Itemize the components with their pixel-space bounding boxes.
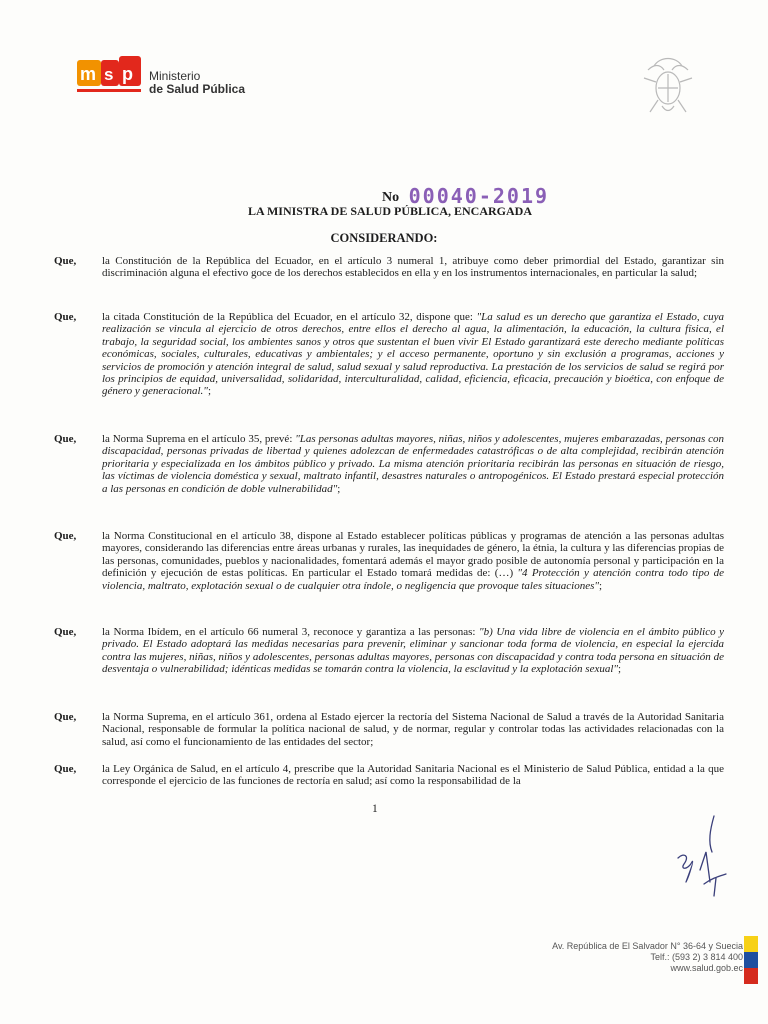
footer-address: Av. República de El Salvador N° 36-64 y Suecia: [552, 941, 743, 951]
footer-phone: Telf.: (593 2) 3 814 400: [650, 952, 743, 962]
paragraph-end: ;: [207, 385, 211, 398]
document-number: [382, 182, 549, 206]
que-label: Que,: [54, 311, 77, 323]
paragraph-end: ;: [618, 663, 622, 676]
considerando-paragraph: [54, 530, 724, 592]
ecuador-flag-stripe: [744, 936, 758, 984]
svg-text:m: m: [80, 64, 97, 84]
paragraph-text: [102, 626, 724, 676]
signature-initials-icon: [664, 812, 734, 902]
logo-line-2: de Salud Pública: [149, 82, 246, 96]
logo-line-1: Ministerio: [149, 69, 201, 83]
paragraph-quote: "Las personas adultas mayores, niñas, niños y adolescentes, mujeres embarazadas, personas con discapacidad, personas privadas de libertad y quienes adolezcan de enfermedades catastróficas o de alta complejidad, recibirán atención prioritaria y especializada en los ámbitos público y privado. La misma atención prioritaria recibirán las personas en situación de riesgo, las víctimas de violencia doméstica y sexual, maltrato infantil, desastres naturales o antropogénicos. El Estado prestará especial protección a las personas en condición de doble vulnerabilidad": [102, 433, 724, 495]
considerando-paragraph: [54, 626, 724, 676]
page-number: 1: [372, 803, 378, 815]
paragraph-plain: la citada Constitución de la República del Ecuador, en el artículo 32, dispone que:: [102, 311, 477, 323]
msp-logo-icon: [77, 56, 143, 96]
paragraph-quote: "La salud es un derecho que garantiza el Estado, cuya realización se vincula al ejercicio de otros derechos, entre ellos el derecho al agua, la alimentación, la educación, la cultura física, el trabajo, la seguridad social, los ambientes sanos y otros que sustentan el buen vivir El Estado garantizará este derecho mediante políticas económicas, sociales, culturales, educativas y ambientales; y el acceso permanente, oportuno y sin exclusión a programas, acciones y servicios de promoción y atención integral de salud, salud sexual y salud reproductiva. La prestación de los servicios de salud se regirá por los principios de equidad, universalidad, solidaridad, interculturalidad, calidad, eficiencia, eficacia, precaución y bioética, con enfoque de género y generacional.": [102, 311, 724, 398]
paragraph-plain: la Ley Orgánica de Salud, en el artículo 4, prescribe que la Autoridad Sanitaria Nacional es el Ministerio de Salud Pública, entidad a la que corresponde el ejercicio de las funciones de rectoría en salud; así como la responsabilidad de la: [102, 763, 724, 788]
paragraph-text: [102, 763, 724, 788]
considerando-paragraph: [54, 311, 724, 398]
flag-stripe-red: [744, 968, 758, 984]
title-text: LA MINISTRA DE SALUD PÚBLICA, ENCARGADA: [247, 204, 533, 218]
que-label: Que,: [54, 530, 77, 542]
flag-stripe-blue: [744, 952, 758, 968]
footer-contact: [486, 941, 758, 974]
que-label: Que,: [54, 711, 77, 723]
paragraph-plain: la Norma Ibídem, en el artículo 66 numeral 3, reconoce y garantiza a las personas:: [102, 626, 480, 638]
que-label: Que,: [54, 255, 77, 267]
que-label: Que,: [54, 763, 77, 775]
paragraph-plain: la Norma Constitucional en el artículo 38, dispone al Estado establecer políticas públicas y programas de atención a las personas adultas mayores, considerando las diferencias entre áreas urbanas y rurales, las inequidades de género, la étnia, la cultura y las diferencias propias de las personas, comunidades, pueblos y nacionalidades, fomentará además el mayor grado posible de autonomía personal y participación en la definición y ejecución de estas políticas. En particular el Estado tomará medidas de: (…): [102, 530, 724, 580]
number-label: No: [382, 190, 400, 205]
que-label: Que,: [54, 626, 77, 638]
paragraph-text: [102, 433, 724, 495]
paragraph-plain: la Norma Suprema en el artículo 35, prevé:: [102, 433, 296, 445]
paragraph-text: [102, 255, 724, 280]
considerando-paragraph: [54, 763, 724, 788]
paragraph-plain: la Constitución de la República del Ecuador, en el artículo 3 numeral 1, atribuye como deber primordial del Estado, garantizar sin discriminación alguna el efectivo goce de los derechos establecidos en ella y en los instrumentos internacionales, en particular la salud;: [102, 255, 724, 280]
considerando-paragraph: [54, 255, 724, 280]
number-stamp: 00040-2019: [408, 184, 550, 208]
paragraph-text: [102, 711, 724, 748]
coat-of-arms-icon: [634, 52, 702, 120]
que-label: Que,: [54, 433, 77, 445]
svg-text:s: s: [104, 65, 114, 84]
considerando-paragraph: [54, 711, 724, 748]
ministry-logo: [77, 56, 277, 100]
paragraph-text: [102, 311, 724, 398]
svg-text:p: p: [122, 64, 133, 84]
paragraph-plain: la Norma Suprema, en el artículo 361, ordena al Estado ejercer la rectoría del Sistema Nacional de Salud a través de la Autoridad Sanitaria Nacional, responsable de formular la política nacional de salud, y de normar, regular y controlar todas las actividades relacionadas con la salud, así como el funcionamiento de las entidades del sector;: [102, 711, 724, 748]
considerando-heading: CONSIDERANDO:: [330, 231, 438, 245]
footer-website: www.salud.gob.ec: [670, 963, 743, 973]
flag-stripe-yellow: [744, 936, 758, 952]
document-title: [0, 204, 768, 219]
paragraph-end: ;: [337, 482, 341, 495]
paragraph-text: [102, 530, 724, 592]
paragraph-end: ;: [598, 579, 603, 592]
paragraph-quote: "b) Una vida libre de violencia en el ámbito público y privado. El Estado adoptará las medidas necesarias para prevenir, eliminar y sancionar toda forma de violencia, en especial la ejercida contra las mujeres, niñas, niños y adolescentes, personas adultas mayores, personas con discapacidad y contra toda persona en situación de desventaja o vulnerabilidad; idénticas medidas se tomarán contra la violencia, la esclavitud y la explotación sexual": [102, 626, 725, 676]
logo-text: [149, 70, 245, 96]
considerando-paragraph: [54, 433, 724, 495]
paragraph-quote: "4 Protección y atención contra todo tipo de violencia, maltrato, explotación sexual o de cualquier otra índole, o negligencia que provoque tales situaciones": [102, 567, 724, 592]
